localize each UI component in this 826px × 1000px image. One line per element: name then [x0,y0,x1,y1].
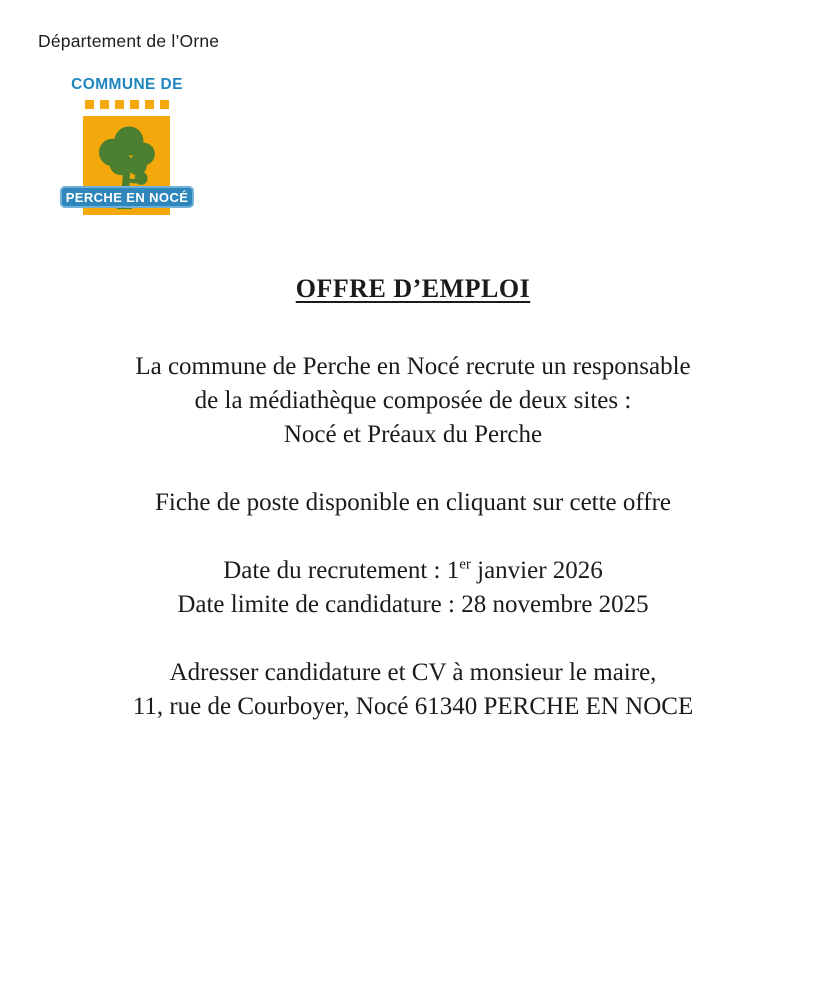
logo-banner-text: PERCHE EN NOCÉ [65,189,189,205]
department-label: Département de l’Orne [38,31,220,51]
job-sheet-line: Fiche de poste disponible en cliquant sur cette offre [154,489,672,516]
address-line-2: 11, rue de Courboyer, Nocé 61340 PERCHE EN NOCE [132,693,694,720]
address-paragraph [0,656,826,724]
intro-line-3: Nocé et Préaux du Perche [283,421,543,448]
address-line-1: Adresser candidature et CV à monsieur le maire, [169,659,657,686]
intro-paragraph [0,350,826,452]
recruitment-date-superscript: er [459,556,471,573]
intro-line-1: La commune de Perche en Nocé recrute un responsable [135,353,691,380]
intro-line-2: de la médiathèque composée de deux sites : [194,387,632,414]
deadline-line: Date limite de candidature : 28 novembre 2025 [177,591,649,618]
recruitment-date-suffix: janvier 2026 [470,557,603,584]
logo-commune-de-text: COMMUNE DE [71,76,183,93]
job-sheet-paragraph [0,486,826,520]
dates-paragraph [0,554,826,622]
document-title: OFFRE D’EMPLOI [295,274,531,303]
recruitment-date-line [223,557,603,584]
recruitment-date-prefix: Date du recrutement : 1 [223,557,460,584]
